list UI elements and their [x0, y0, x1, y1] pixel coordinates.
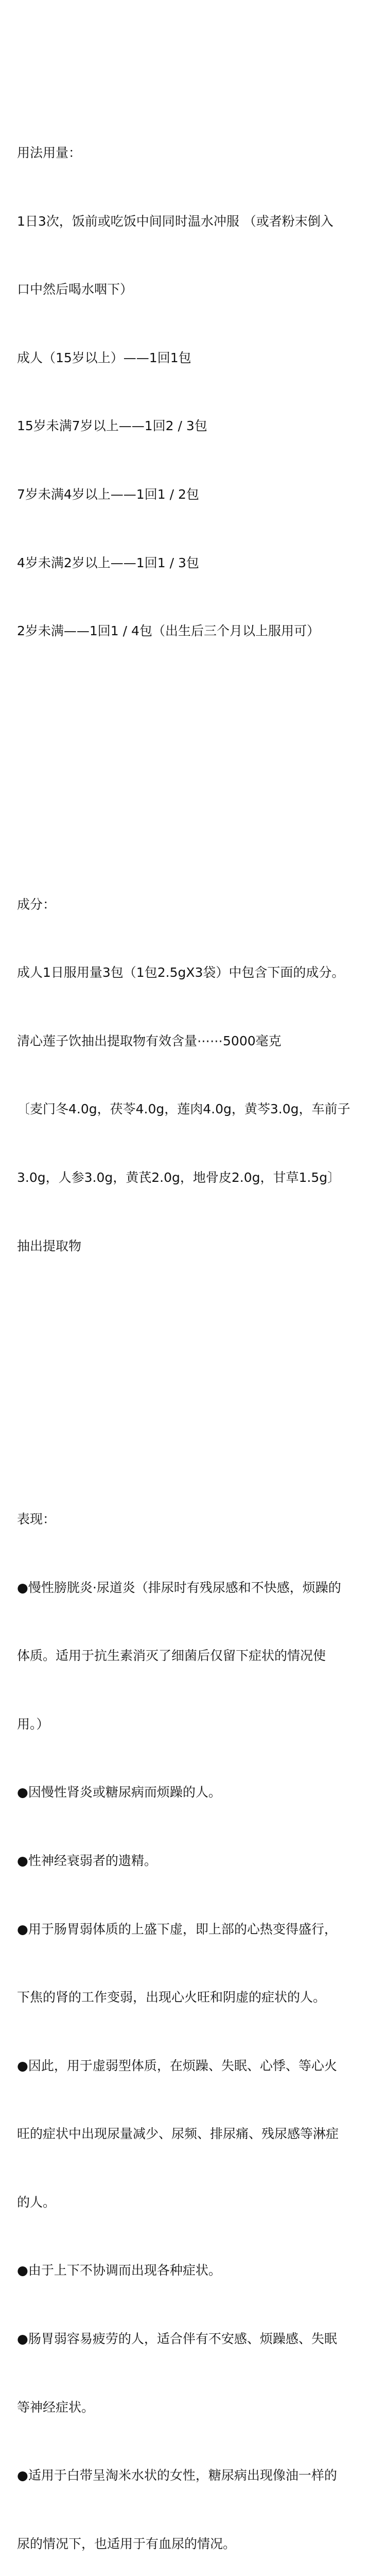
indications-heading: 表现：: [17, 1511, 56, 1527]
ingredients-section: [17, 848, 377, 1303]
ingredients-heading: 成分：: [17, 896, 56, 912]
usage-line: 1日3次，饭前或吃饭中间同时温水冲服 （或者粉末倒入: [17, 213, 334, 229]
usage-line: 4岁未满2岁以上——1回1 / 3包: [17, 555, 199, 570]
indications-section: [17, 1463, 377, 2576]
ingredients-line: 〔麦门冬4.0g，茯苓4.0g，莲肉4.0g，黄芩3.0g，车前子: [17, 1101, 350, 1117]
usage-section: [17, 96, 377, 688]
ingredients-line: 3.0g，人参3.0g，黄芪2.0g，地骨皮2.0g，甘草1.5g〕: [17, 1170, 341, 1185]
indications-line: 的人。: [17, 2194, 56, 2210]
usage-line: 口中然后喝水咽下）: [17, 282, 133, 297]
indications-line: ●用于肠胃弱体质的上盛下虚，即上部的心热变得盛行，: [17, 1921, 337, 1937]
spacer: [17, 1371, 377, 1394]
usage-line: 7岁未满4岁以上——1回1 / 2包: [17, 486, 199, 502]
indications-line: ●由于上下不协调而出现各种症状。: [17, 2263, 221, 2278]
indications-line: 尿的情况下，也适用于有血尿的情况。: [17, 2536, 236, 2551]
spacer: [17, 756, 377, 779]
indications-line: 下焦的肾的工作变弱，出现心火旺和阴虚的症状的人。: [17, 1990, 326, 2005]
ingredients-line: 抽出提取物: [17, 1238, 82, 1253]
indications-line: ●性神经衰弱者的遗精。: [17, 1853, 157, 1868]
indications-line: ●慢性膀胱炎·尿道炎（排尿时有残尿感和不快感，烦躁的: [17, 1580, 341, 1595]
indications-line: ●因慢性肾炎或糖尿病而烦躁的人。: [17, 1785, 221, 1800]
document-body: [17, 28, 377, 2576]
indications-line: 体质。适用于抗生素消灭了细菌后仅留下症状的情况使: [17, 1648, 326, 1664]
indications-line: 用。）: [17, 1716, 49, 1732]
usage-heading: 用法用量：: [17, 145, 82, 161]
ingredients-line: 清心莲子饮抽出提取物有效含量⋯⋯5000毫克: [17, 1033, 282, 1048]
indications-line: ●适用于白带呈淘米水状的女性，糖尿病出现像油一样的: [17, 2468, 337, 2483]
usage-line: 15岁未满7岁以上——1回2 / 3包: [17, 418, 207, 434]
indications-line: ●因此，用于虚弱型体质，在烦躁、失眠、心悸、等心火: [17, 2058, 337, 2073]
indications-line: ●肠胃弱容易疲劳的人，适合伴有不安感、烦躁感、失眠: [17, 2331, 337, 2347]
indications-line: 等神经症状。: [17, 2399, 95, 2415]
indications-line: 旺的症状中出现尿量减少、尿频、排尿痛、残尿感等淋症: [17, 2126, 339, 2142]
usage-line: 成人（15岁以上）——1回1包: [17, 350, 191, 365]
usage-line: 2岁未满——1回1 / 4包（出生后三个月以上服用可）: [17, 623, 320, 639]
ingredients-line: 成人1日服用量3包（1包2.5gX3袋）中包含下面的成分。: [17, 965, 345, 980]
